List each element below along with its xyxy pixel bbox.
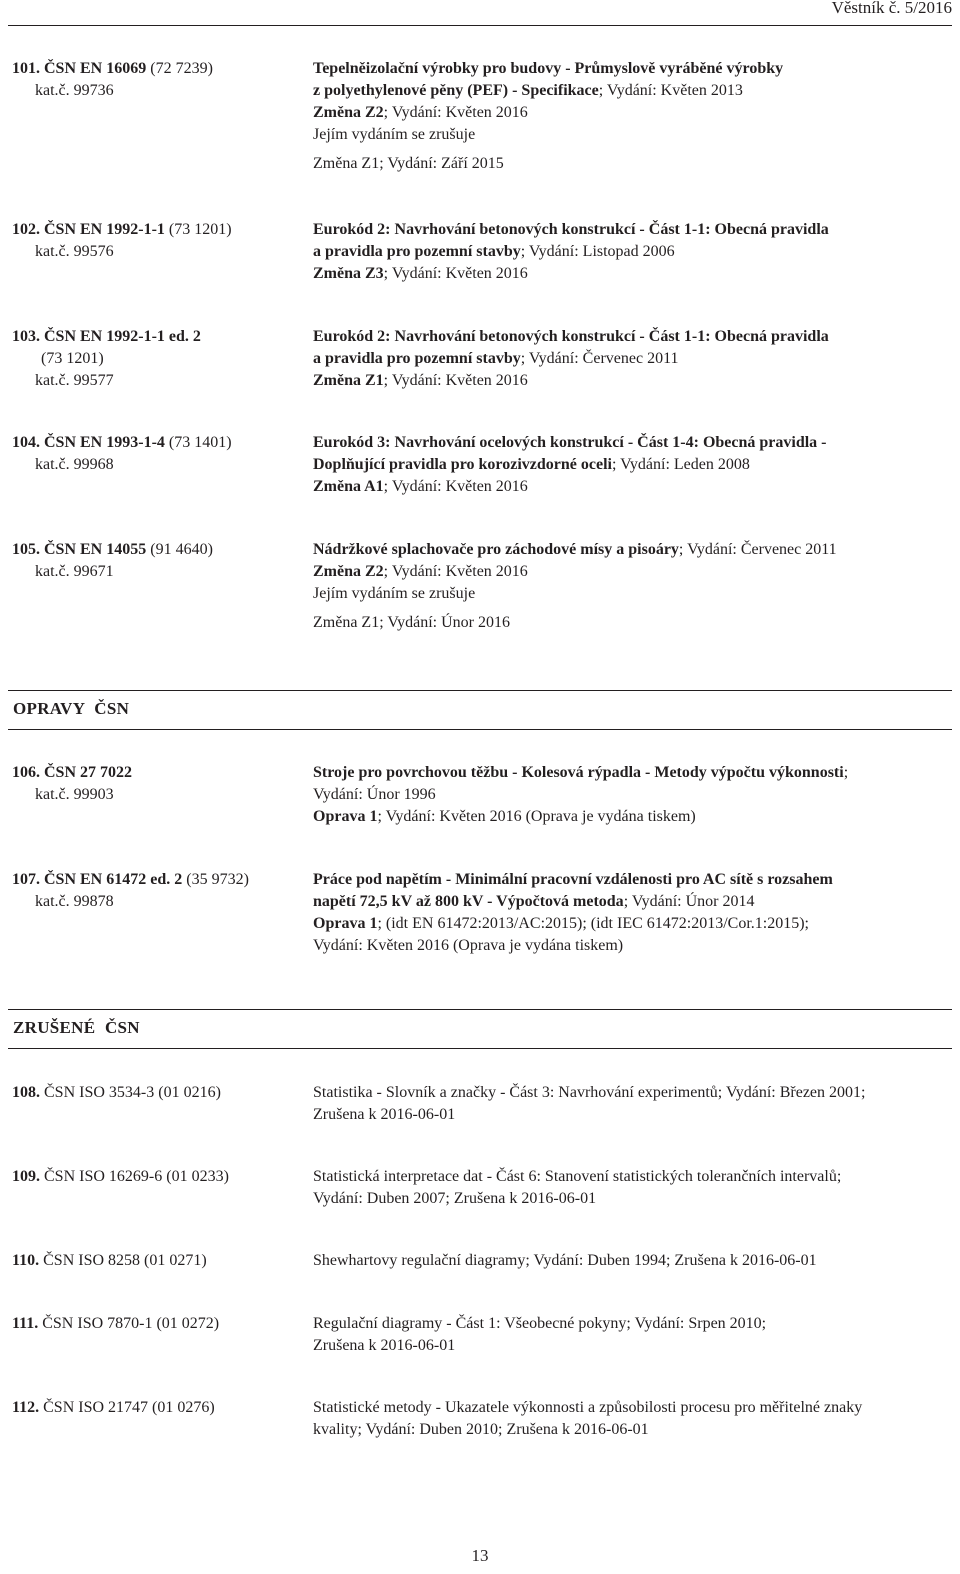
standard-title-cont: z polyethylenové pěny (PEF) - Specifikace: [313, 82, 599, 99]
correction-refs: ; (idt EN 61472:2013/AC:2015); (idt IEC 61472:2013/Cor.1:2015);: [377, 915, 809, 932]
cancel-note: Jejím vydáním se zrušuje: [313, 126, 476, 143]
standard-title: Shewhartovy regulační diagramy; Vydání: Duben 1994; Zrušena k 2016-06-01: [313, 1252, 817, 1269]
amendment-label: Změna A1: [313, 478, 384, 495]
catalog-number: kat.č. 99878: [35, 893, 114, 910]
standard-title: Nádržkové splachovače pro záchodové mísy a pisoáry: [313, 541, 679, 558]
standard-number: 107. ČSN EN 61472 ed. 2: [12, 871, 183, 888]
amendment-label: Změna Z3: [313, 265, 384, 282]
standard-title-cont: napětí 72,5 kV až 800 kV - Výpočtová metoda: [313, 893, 624, 910]
standard-number: 102. ČSN EN 1992-1-1: [12, 221, 165, 238]
standard-title: Práce pod napětím - Minimální pracovní vzdálenosti pro AC sítě s rozsahem: [313, 871, 833, 888]
correction-label: Oprava 1: [313, 808, 378, 825]
issue-date: ; Vydání: Leden 2008: [611, 456, 750, 473]
section-title: OPRAVY ČSN: [13, 699, 130, 718]
issue-date: Vydání: Únor 1996: [313, 786, 436, 803]
section-title: ZRUŠENÉ ČSN: [13, 1018, 140, 1037]
withdrawal-date: Vydání: Duben 2007; Zrušena k 2016-06-01: [313, 1190, 597, 1207]
amendment-date: ; Vydání: Květen 2016: [383, 478, 528, 495]
standard-title-cont: a pravidla pro pozemní stavby: [313, 243, 521, 260]
amendment-label: Změna Z1: [313, 372, 384, 389]
standard-title: Tepelněizolační výrobky pro budovy - Průmyslově vyráběné výrobky: [313, 60, 784, 77]
standard-title: Stroje pro povrchovou těžbu - Kolesová rýpadla - Metody výpočtu výkonnosti: [313, 764, 844, 781]
standard-number: ČSN ISO 16269-6 (01 0233): [40, 1168, 229, 1185]
standard-number: 106. ČSN 27 7022: [12, 764, 133, 781]
standard-number: 104. ČSN EN 1993-1-4: [12, 434, 165, 451]
entry-number: 112.: [12, 1399, 40, 1416]
standard-title: Eurokód 2: Navrhování betonových konstrukcí - Část 1-1: Obecná pravidla: [313, 221, 829, 238]
section-header-opravy: [8, 690, 952, 730]
correction-label: Oprava 1: [313, 915, 378, 932]
withdrawal-date: Zrušena k 2016-06-01: [313, 1106, 456, 1123]
standard-title-cont: Doplňující pravidla pro korozivzdorné oceli: [313, 456, 612, 473]
cancelled-amendment: Změna Z1; Vydání: Únor 2016: [313, 614, 511, 631]
amendment-label: Změna Z2: [313, 563, 384, 580]
standard-number: 101. ČSN EN 16069: [12, 60, 147, 77]
withdrawal-date: Zrušena k 2016-06-01: [313, 1337, 456, 1354]
class-code: (73 1401): [164, 434, 232, 451]
standard-title-cont: a pravidla pro pozemní stavby: [313, 350, 521, 367]
issue-date: ; Vydání: Listopad 2006: [520, 243, 675, 260]
correction-date: ; Vydání: Květen 2016 (Oprava je vydána tiskem): [377, 808, 696, 825]
standard-title: Regulační diagramy - Část 1: Všeobecné pokyny; Vydání: Srpen 2010;: [313, 1315, 767, 1332]
cancelled-amendment: Změna Z1; Vydání: Září 2015: [313, 155, 504, 172]
cancel-note: Jejím vydáním se zrušuje: [313, 585, 476, 602]
withdrawal-date: kvality; Vydání: Duben 2010; Zrušena k 2016-06-01: [313, 1421, 649, 1438]
class-code: (35 9732): [182, 871, 249, 888]
class-code: (73 1201): [164, 221, 232, 238]
issue-date: ; Vydání: Květen 2013: [598, 82, 743, 99]
catalog-number: kat.č. 99903: [35, 786, 114, 803]
standard-title: Eurokód 2: Navrhování betonových konstrukcí - Část 1-1: Obecná pravidla: [313, 328, 829, 345]
class-code: (72 7239): [146, 60, 213, 77]
correction-date: Vydání: Květen 2016 (Oprava je vydána tiskem): [313, 937, 624, 954]
issue-date: ; Vydání: Červenec 2011: [520, 350, 679, 367]
entry-number: 109.: [12, 1168, 40, 1185]
section-header-zrusene: [8, 1009, 952, 1049]
header-title: Věstník č. 5/2016: [831, 0, 952, 17]
catalog-number: kat.č. 99671: [35, 563, 114, 580]
standard-number: ČSN ISO 21747 (01 0276): [39, 1399, 215, 1416]
amendment-date: ; Vydání: Květen 2016: [383, 372, 528, 389]
standard-number: 105. ČSN EN 14055: [12, 541, 147, 558]
catalog-number: kat.č. 99577: [35, 372, 114, 389]
amendment-label: Změna Z2: [313, 104, 384, 121]
amendment-date: ; Vydání: Květen 2016: [383, 265, 528, 282]
header-rule: [8, 25, 952, 26]
entry-number: 108.: [12, 1084, 40, 1101]
entry-number: 110.: [12, 1252, 40, 1269]
standard-title: Statistické metody - Ukazatele výkonnosti a způsobilosti procesu pro měřitelné znaky: [313, 1399, 863, 1416]
title-separator: ;: [843, 764, 849, 781]
issue-date: ; Vydání: Červenec 2011: [678, 541, 837, 558]
class-code: (91 4640): [146, 541, 213, 558]
catalog-number: kat.č. 99736: [35, 82, 114, 99]
page-number: 13: [471, 1546, 489, 1565]
entry-number: 111.: [12, 1315, 39, 1332]
standard-number: ČSN ISO 3534-3 (01 0216): [40, 1084, 221, 1101]
catalog-number: kat.č. 99968: [35, 456, 114, 473]
standard-number: ČSN ISO 7870-1 (01 0272): [38, 1315, 220, 1332]
catalog-number: kat.č. 99576: [35, 243, 114, 260]
issue-date: ; Vydání: Únor 2014: [623, 893, 755, 910]
standard-number: 103. ČSN EN 1992-1-1 ed. 2: [12, 328, 201, 345]
class-code: (73 1201): [41, 350, 104, 367]
standard-number: ČSN ISO 8258 (01 0271): [39, 1252, 207, 1269]
amendment-date: ; Vydání: Květen 2016: [383, 563, 528, 580]
standard-title: Eurokód 3: Navrhování ocelových konstrukcí - Část 1-4: Obecná pravidla -: [313, 434, 827, 451]
standard-title: Statistická interpretace dat - Část 6: Stanovení statistických tolerančních intervalů;: [313, 1168, 842, 1185]
amendment-date: ; Vydání: Květen 2016: [383, 104, 528, 121]
standard-title: Statistika - Slovník a značky - Část 3: Navrhování experimentů; Vydání: Březen 2001;: [313, 1084, 866, 1101]
